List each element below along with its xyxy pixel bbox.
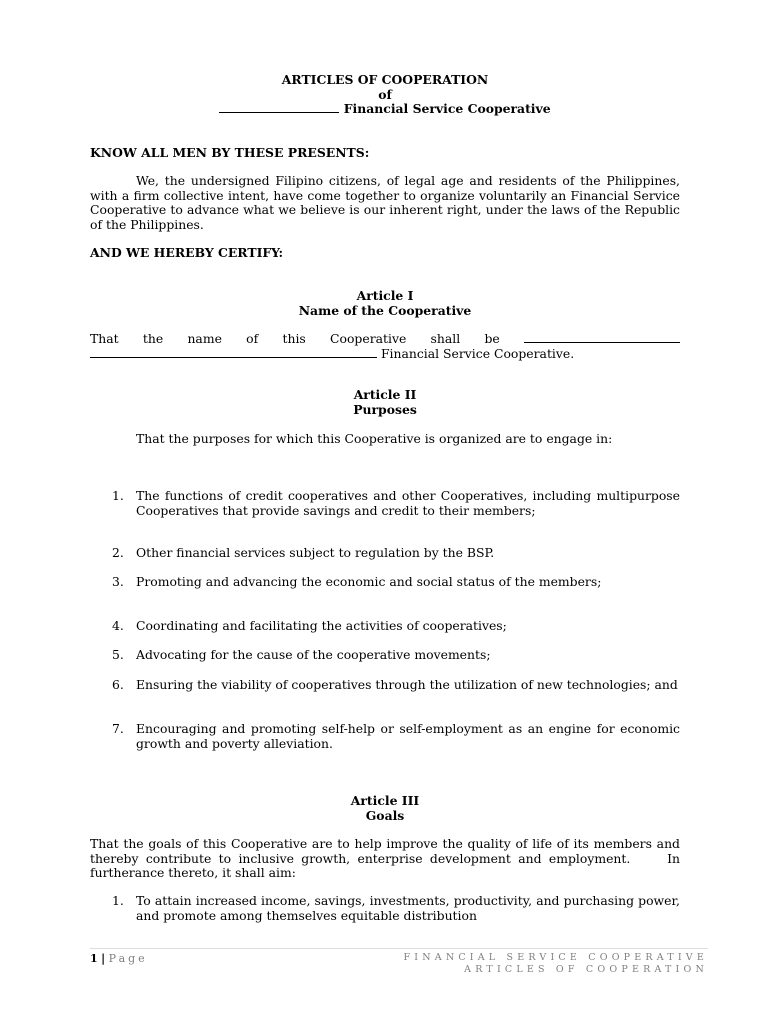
list-item — [112, 894, 680, 923]
list-number: 6. — [112, 677, 124, 692]
article-3-heading — [90, 794, 680, 823]
list-text: Coordinating and facilitating the activities of cooperatives; — [136, 618, 507, 633]
footer-page-number — [90, 952, 148, 967]
word: of — [246, 331, 259, 346]
article-1-text — [90, 332, 680, 361]
preamble-text: We, the undersigned Filipino citizens, of legal age and residents of the Philippines, with a firm collective intent, have come together to organize voluntarily an Financial Service Cooperative to advance what we believe is our inherent right, under the laws of the Republic of the Philippines. — [90, 173, 680, 232]
word: this — [282, 331, 306, 346]
word: That — [90, 331, 119, 346]
page-number: 1 — [90, 952, 98, 965]
article-1-label: Article I — [356, 288, 414, 303]
footer-line-1: FINANCIAL SERVICE COOPERATIVE — [403, 952, 708, 963]
certify-heading: AND WE HEREBY CERTIFY: — [90, 245, 284, 260]
word: shall — [430, 331, 461, 346]
footer-line-2: ARTICLES OF COOPERATION — [464, 964, 708, 975]
list-item — [112, 648, 680, 663]
list-number: 4. — [112, 618, 124, 633]
list-number: 2. — [112, 545, 124, 560]
article-1-line-2 — [90, 347, 680, 362]
article-1-line-1 — [90, 332, 680, 347]
name-blank — [90, 347, 377, 358]
title-line-3-text: Financial Service Cooperative — [343, 101, 551, 116]
list-item — [112, 722, 680, 751]
doc-title — [90, 73, 680, 117]
footer-doc-title — [404, 952, 709, 976]
list-number: 7. — [112, 721, 124, 736]
article-1-text-end: Financial Service Cooperative. — [380, 345, 575, 361]
list-text: To attain increased income, savings, investments, productivity, and purchasing power, and promote among themselves equitable distribution — [136, 893, 680, 923]
article-2-intro: That the purposes for which this Cooperative is organized are to engage in: — [136, 431, 613, 446]
article-1-heading — [90, 289, 680, 318]
list-text: Advocating for the cause of the cooperative movements; — [136, 647, 491, 662]
list-item — [112, 678, 680, 693]
list-text: Ensuring the viability of cooperatives through the utilization of new technologies; and — [136, 677, 678, 692]
word: be — [484, 331, 500, 346]
title-line-2: of — [378, 86, 392, 102]
preamble-heading: KNOW ALL MEN BY THESE PRESENTS: — [90, 145, 370, 160]
article-3-intro: That the goals of this Cooperative are to help improve the quality of life of its members and thereby contribute to inclusive growth, enterprise development and employment. In furtherance thereto, it shall aim: — [90, 836, 684, 880]
list-text: Encouraging and promoting self-help or self-employment as an engine for economic growth and poverty alleviation. — [136, 721, 680, 751]
list-text: Promoting and advancing the economic and social status of the members; — [136, 574, 602, 589]
article-2-title: Purposes — [353, 401, 417, 417]
article-1-title: Name of the Cooperative — [298, 302, 472, 318]
list-item — [112, 575, 680, 590]
list-number: 5. — [112, 647, 124, 662]
page-label: Page — [108, 952, 148, 965]
list-item — [112, 546, 680, 561]
list-number: 1. — [112, 488, 124, 503]
page-separator: | — [101, 952, 106, 965]
word: name — [187, 331, 222, 346]
title-line-1: ARTICLES OF COOPERATION — [281, 72, 489, 87]
name-blank — [524, 332, 680, 343]
list-item — [112, 489, 680, 518]
article-2-label: Article II — [353, 387, 417, 402]
title-line-3 — [90, 102, 680, 117]
list-text: The functions of credit cooperatives and other Cooperatives, including multipurpose Cooperatives that provide savings and credit to their members; — [136, 488, 680, 518]
list-item — [112, 619, 680, 634]
article-2-heading — [90, 388, 680, 417]
word: Cooperative — [330, 331, 407, 346]
list-number: 1. — [112, 893, 124, 908]
article-3-title: Goals — [365, 807, 405, 823]
footer-divider — [90, 948, 708, 949]
word: the — [142, 331, 164, 346]
article-3-label: Article III — [350, 793, 420, 808]
list-number: 3. — [112, 574, 124, 589]
name-blank — [219, 102, 339, 113]
list-text: Other financial services subject to regulation by the BSP. — [136, 545, 495, 560]
